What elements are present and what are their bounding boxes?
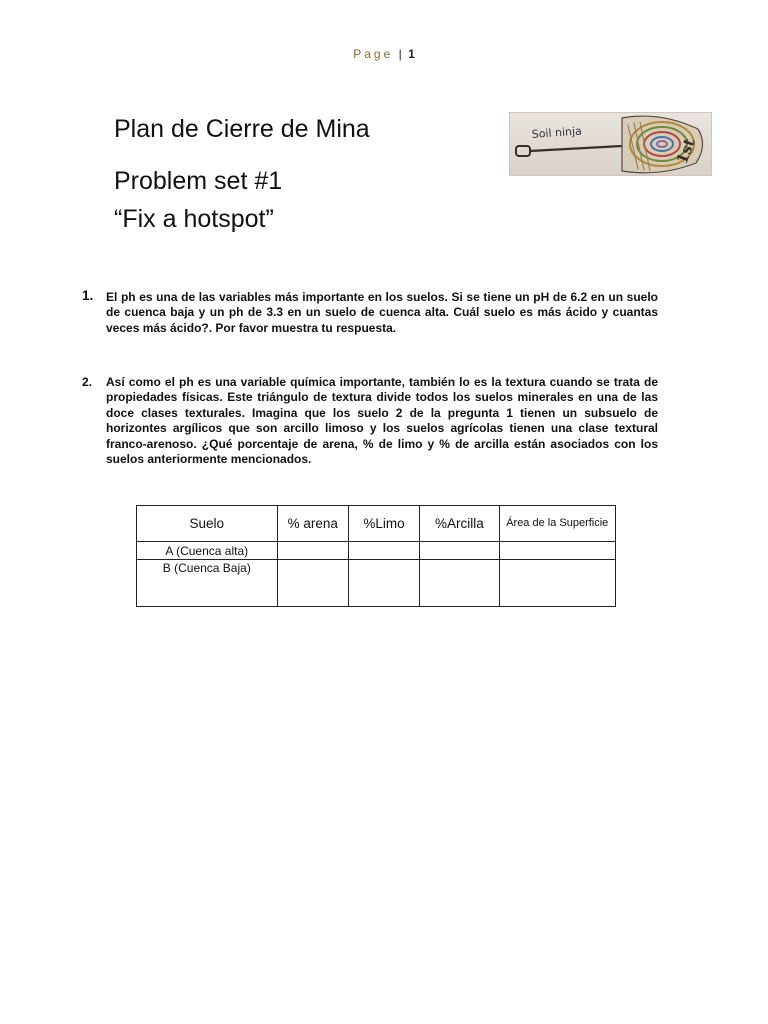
row-label-b: B (Cuenca Baja) [137, 560, 278, 607]
logo-text-top: Soil ninja [531, 124, 583, 141]
problem-set-subtitle: “Fix a hotspot” [114, 205, 274, 233]
page-separator: | [398, 47, 402, 61]
cell-arcilla-b[interactable] [420, 560, 499, 607]
cell-limo-b[interactable] [348, 560, 419, 607]
soil-ninja-logo-drawing [510, 113, 711, 175]
problem-set-title: Problem set #1 [114, 167, 283, 195]
page-number: 1 [408, 47, 415, 61]
cell-area-b[interactable] [499, 560, 616, 607]
shovel-shaft-shape [530, 146, 622, 151]
question-text: Así como el ph es una variable química importante, también lo es la textura cuando se trata de propiedades físicas. Este triángulo de textura divide todos los suelos minerales en una de las doce clases texturales. Imagina que los suelo 2 de la pregunta 1 tienen un subsuelo de horizontes argílicos que son arcillo limoso y los suelos agrícolas tienen una clase textural franco-arenoso. ¿Qué porcentaje de arena, % de limo y % de arcilla están asociados con los suelos anteriormente mencionados. [106, 375, 658, 467]
soil-texture-table [136, 505, 616, 607]
table-row [137, 560, 616, 607]
cell-arena-a[interactable] [277, 542, 348, 560]
logo-text-side: 1st [672, 135, 699, 167]
cell-arena-b[interactable] [277, 560, 348, 607]
question-number: 2. [82, 375, 93, 389]
document-title: Plan de Cierre de Mina [114, 115, 370, 143]
cell-area-a[interactable] [499, 542, 616, 560]
question-number: 1. [82, 288, 94, 303]
header-area-superficie: Área de la Superficie [499, 506, 616, 542]
header-limo: %Limo [348, 506, 419, 542]
row-label-a: A (Cuenca alta) [137, 542, 278, 560]
page-header [0, 47, 768, 61]
soil-ninja-logo [509, 112, 712, 176]
question-2 [82, 375, 658, 467]
header-suelo: Suelo [137, 506, 278, 542]
page-label: Page [353, 47, 394, 61]
question-text: El ph es una de las variables más importante en los suelos. Si se tiene un pH de 6.2 en un suelo de cuenca baja y un ph de 3.3 en un suelo de cuenca alta. Cuál suelo es más ácido y cuantas veces más ácido?. Por favor muestra tu respuesta. [106, 290, 658, 335]
header-arcilla: %Arcilla [420, 506, 499, 542]
table-row [137, 542, 616, 560]
shovel-grip-shape [516, 146, 530, 156]
cell-limo-a[interactable] [348, 542, 419, 560]
cell-arcilla-a[interactable] [420, 542, 499, 560]
header-arena: % arena [277, 506, 348, 542]
table-header-row [137, 506, 616, 542]
question-1 [82, 290, 658, 336]
